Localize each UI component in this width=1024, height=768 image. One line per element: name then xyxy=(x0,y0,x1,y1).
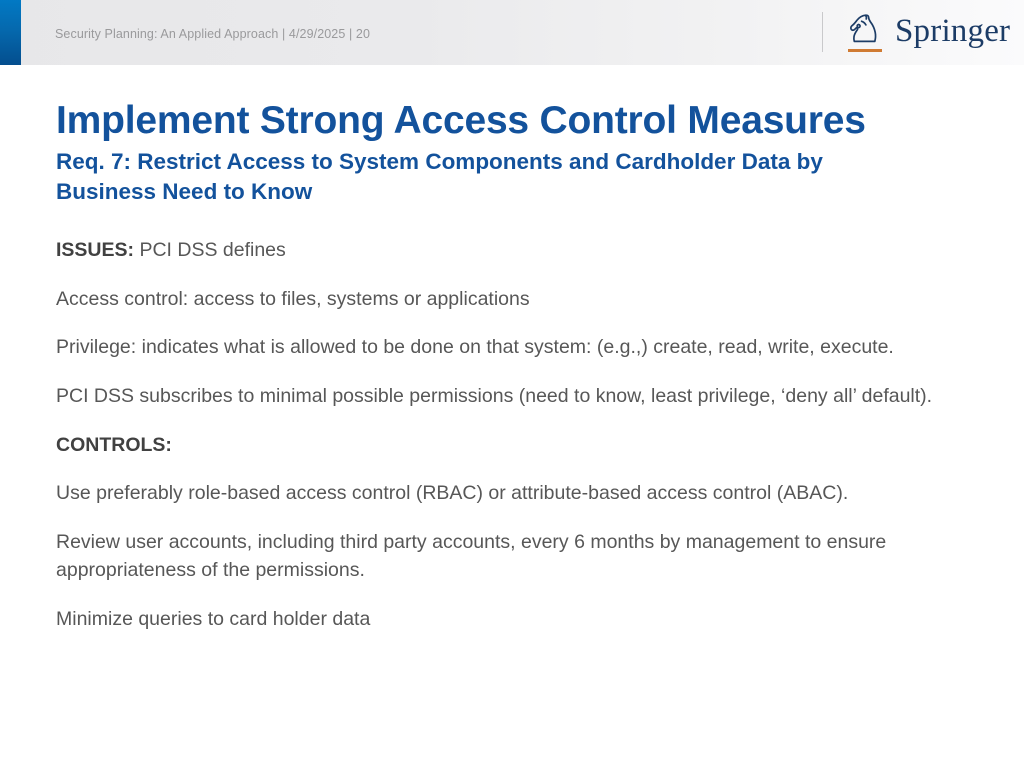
paragraph-text: Privilege: indicates what is allowed to be done on that system: (e.g.,) create, read, write, execute. xyxy=(56,336,894,359)
knight-chess-piece-icon xyxy=(844,10,886,54)
paragraph-text: PCI DSS subscribes to minimal possible permissions (need to know, least privilege, ‘deny all’ default). xyxy=(56,385,933,408)
slide-content-block xyxy=(56,237,971,633)
paragraph-text: Review user accounts, including third party accounts, every 6 months by management to ensure appropriateness of the permissions. xyxy=(56,531,887,581)
brand-divider xyxy=(822,12,823,52)
paragraph-minimize-queries xyxy=(56,606,971,634)
slide-footer-text: Security Planning: An Applied Approach | 4/29/2025 | 20 xyxy=(55,27,370,41)
paragraph-text: PCI DSS defines xyxy=(139,239,286,261)
paragraph-access-control xyxy=(56,286,971,314)
slide-header xyxy=(0,0,1024,65)
paragraph-privilege xyxy=(56,334,971,362)
paragraph-label: ISSUES: xyxy=(56,239,135,261)
paragraph-controls xyxy=(56,432,971,460)
slide-title-block xyxy=(56,100,956,207)
springer-logo xyxy=(844,7,1010,57)
paragraph-rbac-abac xyxy=(56,480,971,508)
paragraph-text: Use preferably role-based access control (RBAC) or attribute-based access control (ABAC). xyxy=(56,482,849,505)
paragraph-label: CONTROLS: xyxy=(56,433,172,456)
paragraph-minimal-permissions xyxy=(56,383,971,411)
knight-underline xyxy=(848,49,882,53)
slide-body xyxy=(0,65,1024,768)
slide-subtitle: Req. 7: Restrict Access to System Components and Cardholder Data by Business Need to Know xyxy=(56,149,823,205)
paragraph-text: Access control: access to files, systems or applications xyxy=(56,287,530,310)
paragraph-text: Minimize queries to card holder data xyxy=(56,607,371,630)
paragraph-review-accounts xyxy=(56,529,971,584)
slide-title: Implement Strong Access Control Measures xyxy=(56,99,866,142)
header-accent-bar xyxy=(0,0,21,65)
springer-wordmark: Springer xyxy=(895,12,1011,49)
paragraph-issues xyxy=(56,237,971,265)
